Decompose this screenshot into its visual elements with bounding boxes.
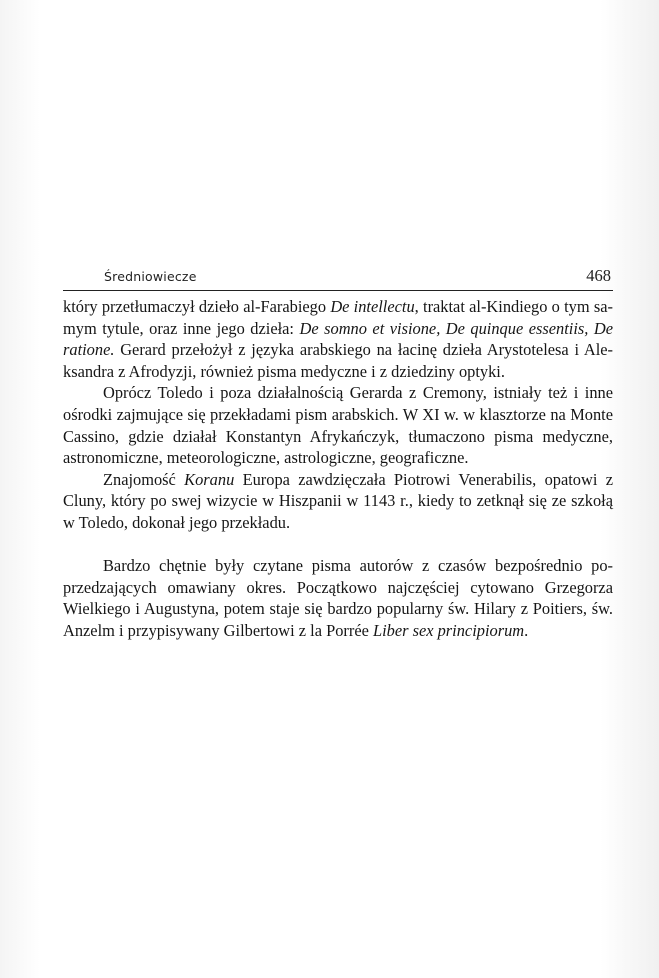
text-run: który przetłumaczył dzieło al-Farabiego	[63, 297, 331, 316]
text-run: , traktat al-Kindiego o tym samym tytule, oraz inne jego dzieła:	[63, 297, 613, 338]
book-title: De intellectu	[330, 297, 415, 316]
paragraph-koran	[63, 469, 613, 534]
body-text	[63, 296, 613, 642]
paragraph-gerard-translations	[63, 296, 613, 382]
running-head: Średniowiecze	[104, 269, 197, 284]
text-run: Znajomość	[103, 469, 185, 489]
text-run: Europa zawdzięczała Piotrowi Venerabilis, opatowi z Cluny, który po swej wizycie w Hiszpanii w 1143 r., kiedy to zetknął się ze szkołą w Toledo, dokonał jego przekładu.	[63, 469, 613, 532]
paragraph-other-centers	[63, 382, 613, 468]
text-run: Bardzo chętnie były czytane pisma autorów z czasów bezpośrednio poprzedzających omawiany okres. Początkowo najczęściej cytowano Grzegorza Wielkiego i Augustyna, potem staje się bardzo popularny św. Hilary z Poitiers, św. Anzelm i przypisywany Gilbertowi z la Porrée	[63, 556, 613, 640]
book-title: Koranu	[184, 469, 235, 489]
text-run: .	[524, 620, 529, 640]
text-run: Gerard przełożył z języka arabskiego na łacinę dzieła Arystotelesa i Aleksandra z Afrodyzji, również pisma medyczne i z dziedziny optyki.	[63, 340, 613, 381]
book-title: De somno et visione, De quinque essentiis, De ratione.	[63, 318, 613, 360]
book-title: Liber sex principiorum	[372, 620, 525, 640]
page-header	[63, 266, 613, 291]
page-number: 468	[586, 266, 611, 285]
paragraph-earlier-authors	[63, 555, 613, 641]
text-run: Oprócz Toledo i poza działalnością Gerarda z Cremony, istniały też i inne ośrodki zajmujące się przekładami pism arabskich. W XI w. w klasztorze na Monte Cassino, gdzie działał Konstantyn Afrykańczyk, tłumaczono pisma medyczne, astronomiczne, meteorologiczne, astrologiczne, geograficzne.	[63, 383, 613, 468]
